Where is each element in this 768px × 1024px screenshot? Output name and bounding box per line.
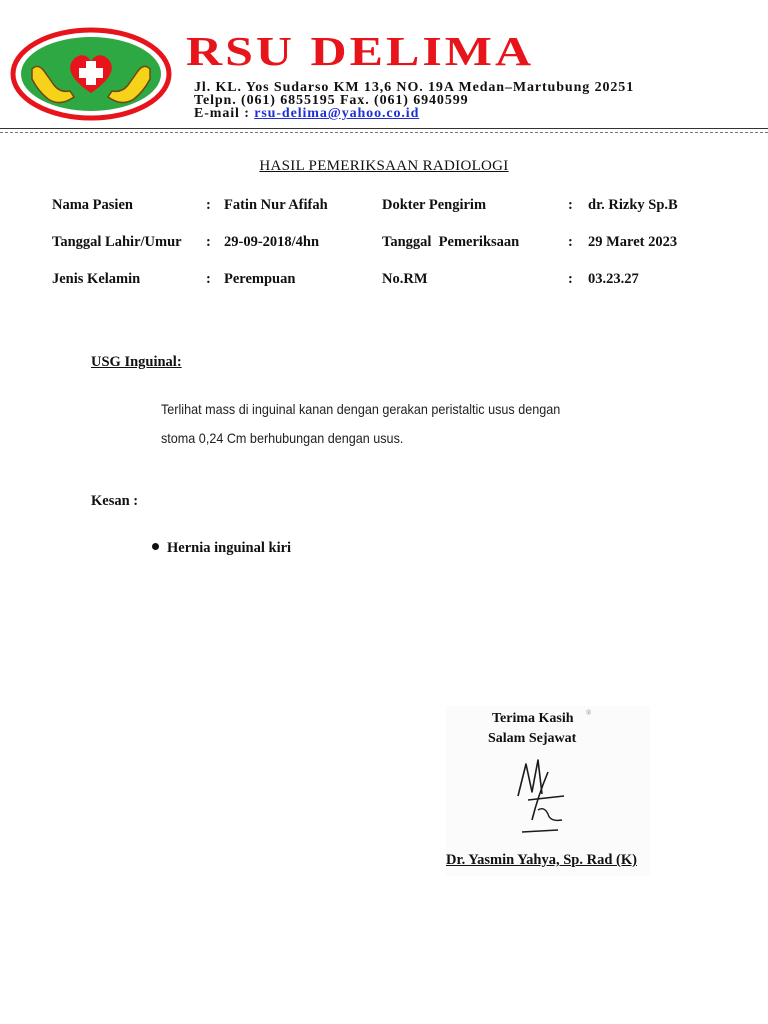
closing-line-2: Salam Sejawat bbox=[488, 731, 577, 746]
hospital-name: RSU DELIMA bbox=[186, 28, 535, 74]
letterhead-divider bbox=[0, 128, 768, 129]
exam-heading: USG Inguinal: bbox=[91, 354, 182, 370]
patient-name-label: Nama Pasien bbox=[52, 197, 133, 213]
signer-name: Dr. Yasmin Yahya, Sp. Rad (K) bbox=[446, 852, 637, 868]
hospital-logo-icon bbox=[10, 27, 172, 121]
closing-line-1: Terima Kasih bbox=[492, 711, 574, 726]
exam-date-value: 29 Maret 2023 bbox=[588, 234, 678, 250]
email-link[interactable]: rsu-delima@yahoo.co.id bbox=[254, 106, 420, 121]
email-label: E-mail : bbox=[194, 106, 250, 121]
sex-label: Jenis Kelamin bbox=[52, 271, 141, 287]
hospital-address: Jl. KL. Yos Sudarso KM 13,6 NO. 19A Medan–Martubung 20251 bbox=[194, 80, 635, 95]
medical-record-label: No.RM bbox=[382, 271, 428, 287]
registered-mark: ® bbox=[586, 709, 592, 717]
bullet-icon bbox=[152, 543, 159, 550]
separator: : bbox=[206, 197, 211, 213]
separator: : bbox=[568, 271, 573, 287]
conclusion-item bbox=[152, 540, 291, 557]
handwritten-signature-icon bbox=[508, 752, 576, 838]
finding-line-2: stoma 0,24 Cm berhubungan dengan usus. bbox=[161, 430, 404, 446]
conclusion-label: Kesan : bbox=[91, 493, 139, 509]
referring-doctor-label: Dokter Pengirim bbox=[382, 197, 487, 213]
hospital-phone-fax: Telpn. (061) 6855195 Fax. (061) 6940599 bbox=[194, 93, 469, 108]
referring-doctor-value: dr. Rizky Sp.B bbox=[588, 197, 678, 213]
separator: : bbox=[568, 197, 573, 213]
patient-name-value: Fatin Nur Afifah bbox=[224, 197, 328, 213]
dob-age-label: Tanggal Lahir/Umur bbox=[52, 234, 182, 250]
separator: : bbox=[206, 271, 211, 287]
sex-value: Perempuan bbox=[224, 271, 296, 287]
separator: : bbox=[206, 234, 211, 250]
separator: : bbox=[568, 234, 573, 250]
document-title: HASIL PEMERIKSAAN RADIOLOGI bbox=[259, 158, 509, 174]
conclusion-item-text: Hernia inguinal kiri bbox=[167, 540, 292, 556]
letterhead-divider-dashed bbox=[0, 132, 768, 133]
exam-date-label: Tanggal Pemeriksaan bbox=[382, 234, 520, 250]
medical-record-value: 03.23.27 bbox=[588, 271, 639, 287]
finding-line-1: Terlihat mass di inguinal kanan dengan gerakan peristaltic usus dengan bbox=[161, 401, 561, 417]
hospital-email-line bbox=[194, 106, 419, 121]
dob-age-value: 29-09-2018/4hn bbox=[224, 234, 320, 250]
